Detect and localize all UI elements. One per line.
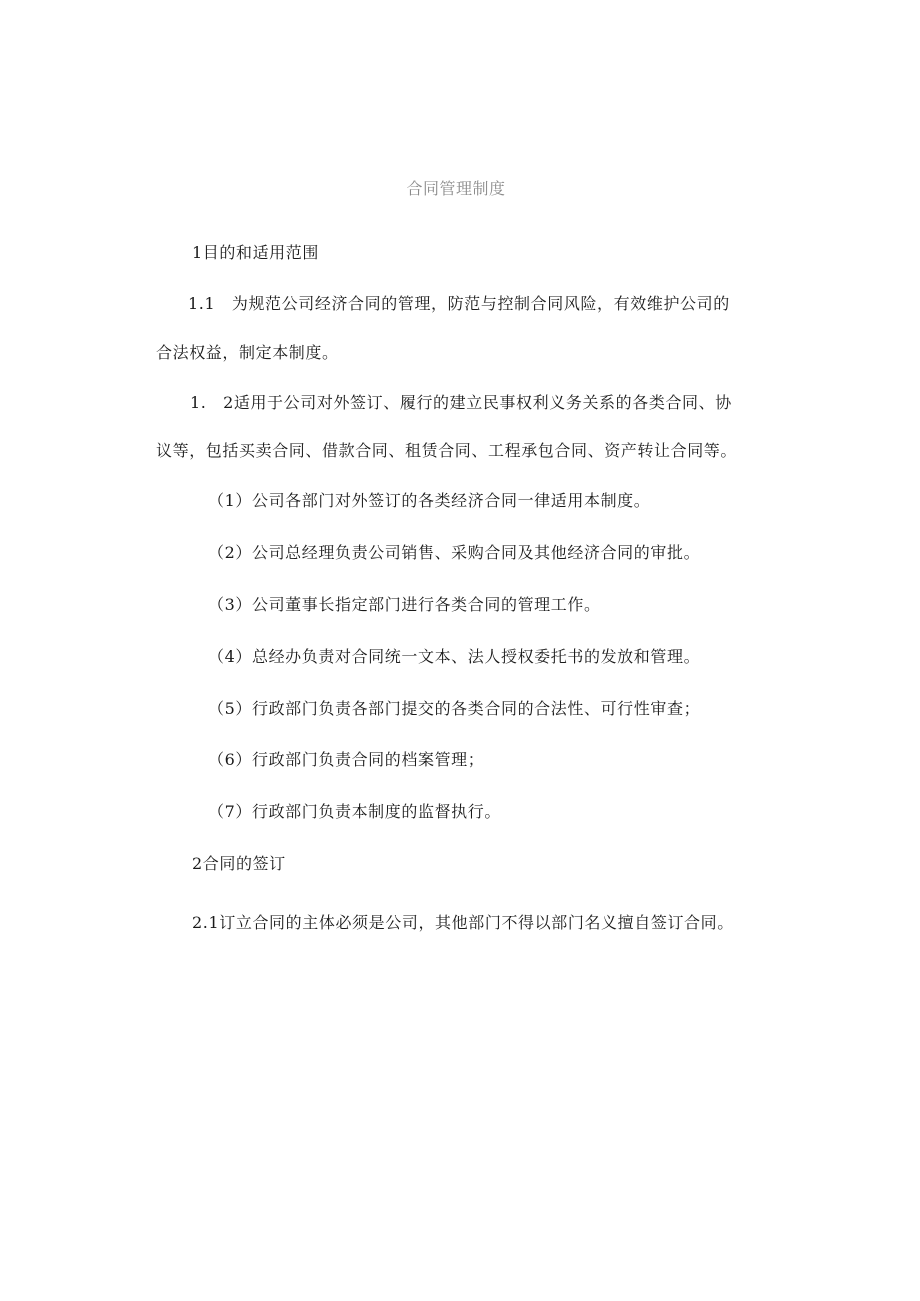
paragraph-1-1-line-1: 1.1 为规范公司经济合同的管理，防范与控制合同风险，有效维护公司的 <box>188 294 730 313</box>
paragraph-1-2-line-2: 议等，包括买卖合同、借款合同、租赁合同、工程承包合同、资产转让合同等。 <box>156 441 738 460</box>
paragraph-2-1: 2.1订立合同的主体必须是公司，其他部门不得以部门名义擅自签订合同。 <box>192 913 734 932</box>
paragraph-1-1-line-2: 合法权益，制定本制度。 <box>156 343 339 362</box>
list-item-4: （4）总经办负责对合同统一文本、法人授权委托书的发放和管理。 <box>208 647 701 666</box>
list-item-6: （6）行政部门负责合同的档案管理； <box>208 750 485 769</box>
list-item-2: （2）公司总经理负责公司销售、采购合同及其他经济合同的审批。 <box>208 543 701 562</box>
document-title: 合同管理制度 <box>406 179 506 198</box>
section-heading-2: 2合同的签订 <box>192 854 286 873</box>
list-item-3: （3）公司董事长指定部门进行各类合同的管理工作。 <box>208 595 601 614</box>
section-heading-1: 1目的和适用范围 <box>192 243 319 262</box>
list-item-5: （5）行政部门负责各部门提交的各类合同的合法性、可行性审查； <box>208 699 701 718</box>
paragraph-1-2-line-1: 1. 2适用于公司对外签订、履行的建立民事权利义务关系的各类合同、协 <box>190 393 732 412</box>
list-item-1: （1）公司各部门对外签订的各类经济合同一律适用本制度。 <box>208 491 651 510</box>
list-item-7: （7）行政部门负责本制度的监督执行。 <box>208 802 501 821</box>
